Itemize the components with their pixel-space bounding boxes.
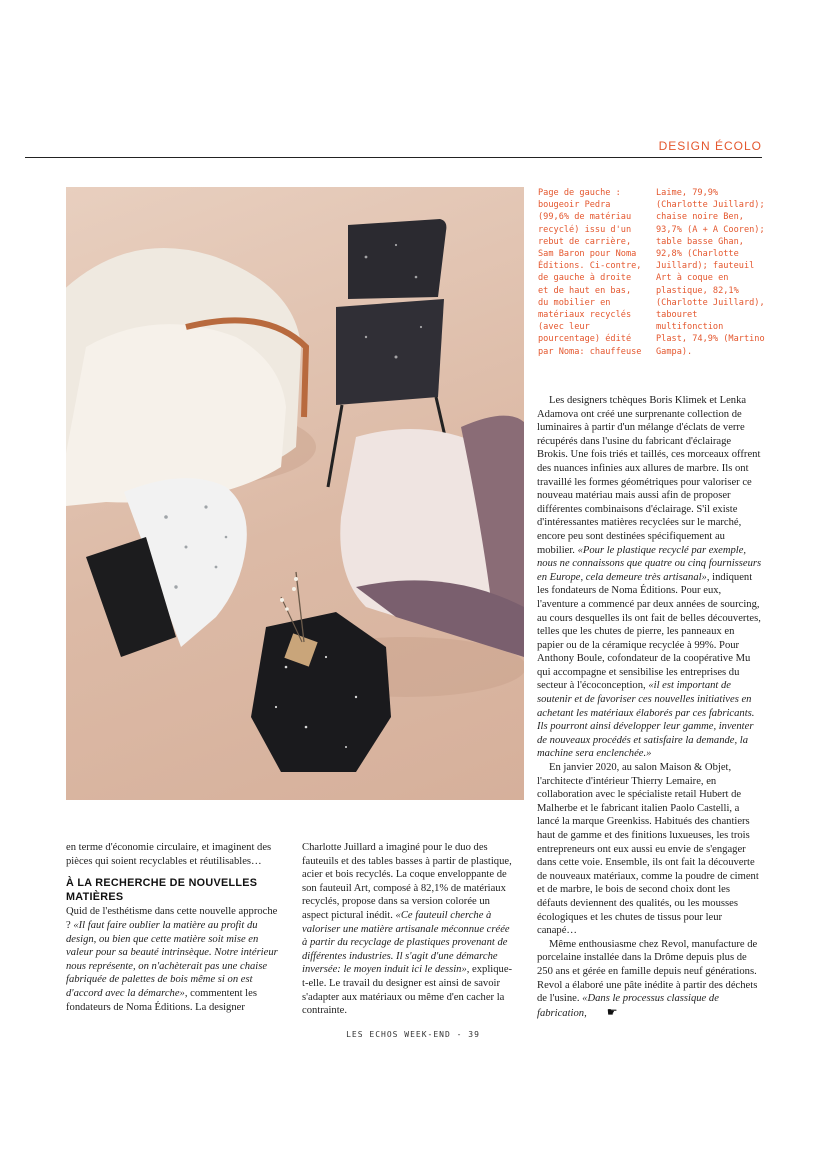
article-column-left [66,841,279,1014]
subheading: À LA RECHERCHE DE NOUVELLES MATIÈRES [66,877,258,903]
paragraph: en terme d'économie circulaire, et imaginent des pièces qui soient recyclables et réutilisables… [66,842,272,867]
paragraph: En janvier 2020, au salon Maison & Objet, l'architecte d'intérieur Thierry Lemaire, en collaboration avec le spécialiste retail Hubert de Malherbe et le fabricant italien Paolo Castelli, a lancé la marque Greenkiss. Habitués des chantiers haut de gamme et des finitions luxueuses, les trois entrepreneurs ont eux aussi eu envie de s'engager dans cette voie. Ensemble, ils ont fait la découverte de nouveaux matériaux, comme la poudre de ciment et de marbre, le bois de second choix dont les défauts deviennent des qualités, ou les mousses écologiques et les chutes de tissus pour leur canapé… [537,762,759,937]
article-column-middle [302,841,515,1018]
header-rule [25,157,762,158]
furniture-photo [66,187,524,800]
photo-caption-right: Laime, 79,9% (Charlotte Juillard); chaise noire Ben, 93,7% (A + A Cooren); table basse Ghan, 92,8% (Charlotte Juillard); fauteuil Art à coque en plastique, 82,1% (Charlotte Juillard), tabouret multifonction Plast, 74,9% (Martino Gampa). [656,188,765,357]
photo-caption-left: Page de gauche : bougeoir Pedra (99,6% de matériau recyclé) issu d'un rebut de carrière, Sam Baron pour Noma Éditions. Ci-contre, de gauche à droite et de haut en bas, du mobilier en matériaux recyclés (avec leur pourcentage) édité par Noma: chauffeuse [538,188,642,357]
paragraph: Les designers tchèques Boris Klimek et Lenka Adamova ont créé une surprenante collection de luminaires à partir d'un mélange d'éclats de verre récupérés dans l'usine du fabricant d'éclairage Brokis. Une fois triés et taillés, ces morceaux offrent des nuances infinies aux allures de marbre. Ils ont travaillé les formes géométriques pour valoriser ce nouveau matériau mais aussi afin de proposer différentes combinaisons d'éclairage. S'il existe d'intéressantes matières recyclées sur le marché, encore peu sont destinées spécifiquement au mobilier. «Pour le plastique recyclé par exemple, nous ne connaissons que quatre ou cinq fournisseurs en Europe, cela demeure très artisanal», indiquent les fondateurs de Noma Éditions. Pour eux, l'aventure a commencé par deux années de sourcing, au cours desquelles ils ont fait de belles découvertes, telles que les chutes de pierre, les panneaux en papier ou de la céramique recyclée à 99%. Pour Anthony Boule, cofondateur de la coopérative Mu qui accompagne et sensibilise les entreprises du secteur à l'écoconception, «il est important de soutenir et de favoriser ces nouvelles initiatives en achetant les matériaux élaborés par ces fabricants. Ils pourront ainsi développer leur gamme, inventer de nouveaux procédés et satisfaire la demande, la machine sera enclenchée.» [537,395,762,760]
paragraph: Quid de l'esthétisme dans cette nouvelle approche ? «Il faut faire oublier la matière au profit du design, ou bien que cette matière soit mise en valeur pour sa beauté intrinsèque. Notre intérieur nous représente, on n'achèterait pas une chaise fabriquée de palettes de bois même si on est d'accord avec la démarche», commentent les fondateurs de Noma Éditions. La designer [66,906,278,1013]
paragraph: Charlotte Juillard a imaginé pour le duo des fauteuils et des tables basses à partir de plastique, acier et bois recyclés. La coque enveloppante de son fauteuil Art, composé à 82,1% de matériaux recyclés, propose dans sa version colorée un aspect pictural inédit. «Ce fauteuil cherche à valoriser une matière artisanale méconnue créée à partir du recyclage de plastiques provenant de différentes industries. Il s'agit d'une démarche inversée: le moyen induit ici le dessin», explique-t-elle. Le travail du designer est ainsi de savoir s'adapter aux matériaux ou même d'en cacher la contrainte. [302,842,513,1017]
page-folio: LES ECHOS WEEK-END - 39 [346,1030,480,1039]
section-label: DESIGN ÉCOLO [658,139,762,153]
pointing-hand-icon: ☛ [606,1004,618,1019]
paragraph: Même enthousiasme chez Revol, manufacture de porcelaine installée dans la Drôme depuis plus de 250 ans et gérée en famille depuis neuf générations. Revol a élaboré une pâte inédite à partir des déchets de l'usine. «Dans le processus classique de fabrication, ☛ [537,938,758,1019]
article-column-right [537,394,763,1020]
